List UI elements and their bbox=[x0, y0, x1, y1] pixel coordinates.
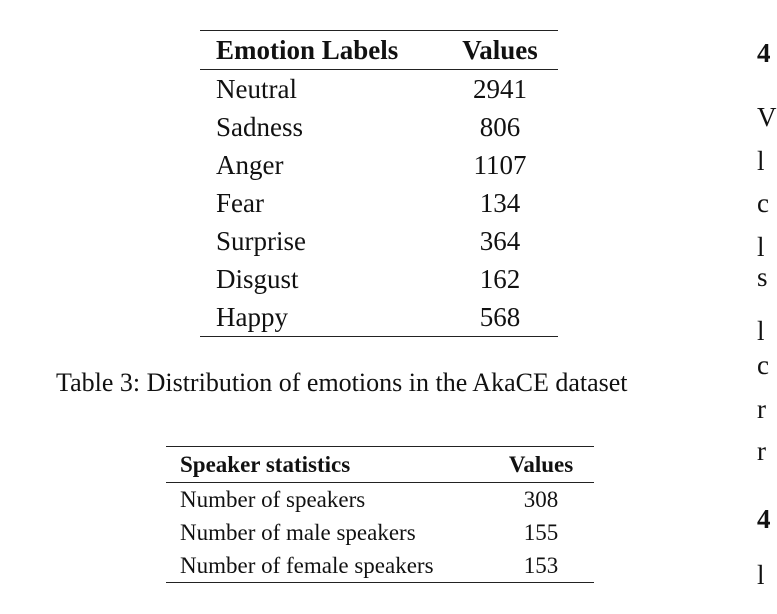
speaker-stat-label: Number of male speakers bbox=[180, 520, 416, 545]
clipped-text-fragment: l bbox=[757, 560, 765, 590]
emotion-value: 1107 bbox=[473, 150, 527, 180]
table-row bbox=[200, 260, 558, 298]
table-row bbox=[200, 108, 558, 146]
emotion-value: 568 bbox=[479, 302, 521, 332]
clipped-text-fragment: r bbox=[757, 394, 766, 424]
table-row bbox=[166, 516, 594, 549]
clipped-text-fragment: l bbox=[757, 146, 765, 176]
table-header bbox=[200, 31, 558, 70]
speaker-stat-value: 153 bbox=[523, 553, 559, 578]
clipped-text-fragment: V bbox=[757, 102, 777, 132]
clipped-text-fragment: 4 bbox=[757, 38, 771, 68]
speaker-stat-label: Number of female speakers bbox=[180, 553, 434, 578]
clipped-text-fragment: c bbox=[757, 188, 769, 218]
clipped-text-fragment: l bbox=[757, 316, 765, 346]
emotion-label: Neutral bbox=[216, 74, 297, 104]
speaker-stat-label: Number of speakers bbox=[180, 487, 366, 512]
table-caption: Table 3: Distribution of emotions in the AkaCE dataset bbox=[56, 368, 628, 397]
emotion-value: 134 bbox=[479, 188, 521, 218]
emotion-label: Fear bbox=[216, 188, 264, 218]
header-speaker-statistics: Speaker statistics bbox=[180, 452, 351, 477]
emotion-value: 162 bbox=[479, 264, 521, 294]
emotion-label: Sadness bbox=[216, 112, 303, 142]
emotion-label: Anger bbox=[216, 150, 284, 180]
emotion-distribution-table bbox=[200, 30, 558, 337]
emotion-label: Happy bbox=[216, 302, 288, 332]
table-row bbox=[200, 146, 558, 184]
table-row bbox=[200, 222, 558, 260]
table-header bbox=[166, 447, 594, 483]
speaker-statistics-table bbox=[166, 446, 594, 583]
table-row bbox=[166, 549, 594, 582]
table-row bbox=[166, 483, 594, 516]
header-values: Values bbox=[508, 452, 574, 477]
clipped-text-fragment: c bbox=[757, 350, 769, 380]
emotion-value: 2941 bbox=[473, 74, 527, 104]
emotion-value: 364 bbox=[479, 226, 521, 256]
table-row bbox=[200, 184, 558, 222]
emotion-label: Disgust bbox=[216, 264, 299, 294]
header-values: Values bbox=[462, 35, 538, 65]
clipped-text-fragment: s bbox=[757, 262, 768, 292]
emotion-label: Surprise bbox=[216, 226, 306, 256]
table-row bbox=[200, 298, 558, 336]
header-emotion-labels: Emotion Labels bbox=[216, 35, 399, 65]
table-row bbox=[200, 70, 558, 108]
speaker-stat-value: 308 bbox=[523, 487, 559, 512]
clipped-text-fragment: r bbox=[757, 436, 766, 466]
speaker-stat-value: 155 bbox=[523, 520, 559, 545]
clipped-text-fragment: l bbox=[757, 232, 765, 262]
clipped-text-fragment: 4 bbox=[757, 504, 771, 534]
emotion-value: 806 bbox=[479, 112, 521, 142]
